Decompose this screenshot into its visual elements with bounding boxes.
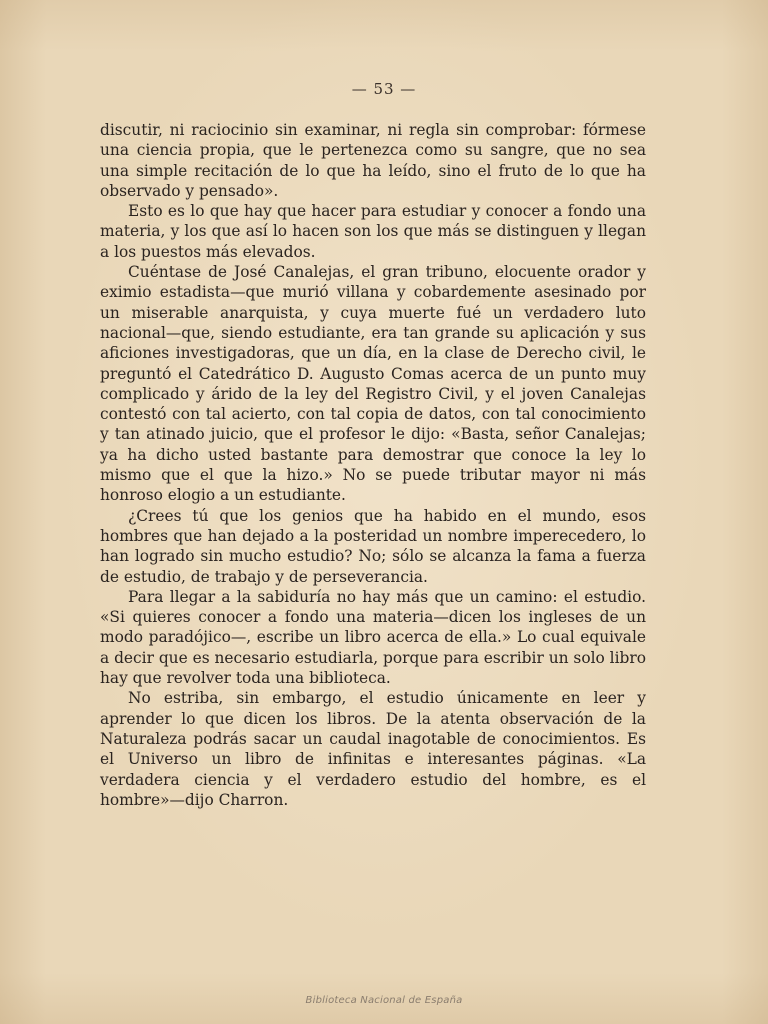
library-watermark: Biblioteca Nacional de España bbox=[305, 995, 463, 1006]
paragraph-3: Cuéntase de José Canalejas, el gran tribuno, elocuente orador y eximio estadista—que murió villana y cobardemente asesinado por un miserable anarquista, y cuya muerte fué un verdadero luto nacional—que, siendo estudiante, era tan grande su aplicación y sus aficiones investigadoras, que un día, en la clase de Derecho civil, le preguntó el Catedrático D. Augusto Comas acerca de un punto muy complicado y árido de la ley del Registro Civil, y el joven Canalejas contestó con tal acierto, con tal copia de datos, con tal conocimiento y tan atinado juicio, que el profesor le dijo: «Basta, señor Canalejas; ya ha dicho usted bastante para demostrar que conoce la ley lo mismo que el que la hizo.» No se puede tributar mayor ni más honroso elogio a un estudiante. bbox=[100, 263, 646, 505]
page-number: — 53 — bbox=[351, 80, 417, 98]
paragraph-6: No estriba, sin embargo, el estudio únicamente en leer y aprender lo que dicen los libros. De la atenta observación de la Naturaleza podrás sacar un caudal inagotable de conocimientos. Es el Universo un libro de infinitas e interesantes páginas. «La verdadera ciencia y el verdadero estudio del hombre, es el hombre»—dijo Charron. bbox=[100, 689, 646, 809]
paragraph-4: ¿Crees tú que los genios que ha habido en el mundo, esos hombres que han dejado a la posteridad un nombre imperecedero, lo han logrado sin mucho estudio? No; sólo se alcanza la fama a fuerza de estudio, de trabajo y de perseverancia. bbox=[100, 506, 646, 586]
body-text bbox=[100, 120, 646, 810]
paragraph-1: discutir, ni raciocinio sin examinar, ni regla sin comprobar: fórmese una ciencia propia, que le pertenezca como su sangre, que no sea una simple recitación de lo que ha leído, sino el fruto de lo que ha observado y pensado». bbox=[100, 121, 646, 200]
paragraph-5: Para llegar a la sabiduría no hay más que un camino: el estudio. «Si quieres conocer a fondo una materia—dicen los ingleses de un modo paradójico—, escribe un libro acerca de ella.» Lo cual equivale a decir que es necesario estudiarla, porque para escribir un solo libro hay que revolver toda una biblioteca. bbox=[100, 587, 646, 688]
paragraph-2: Esto es lo que hay que hacer para estudiar y conocer a fondo una materia, y los que así lo hacen son los que más se distinguen y llegan a los puestos más elevados. bbox=[100, 202, 646, 261]
